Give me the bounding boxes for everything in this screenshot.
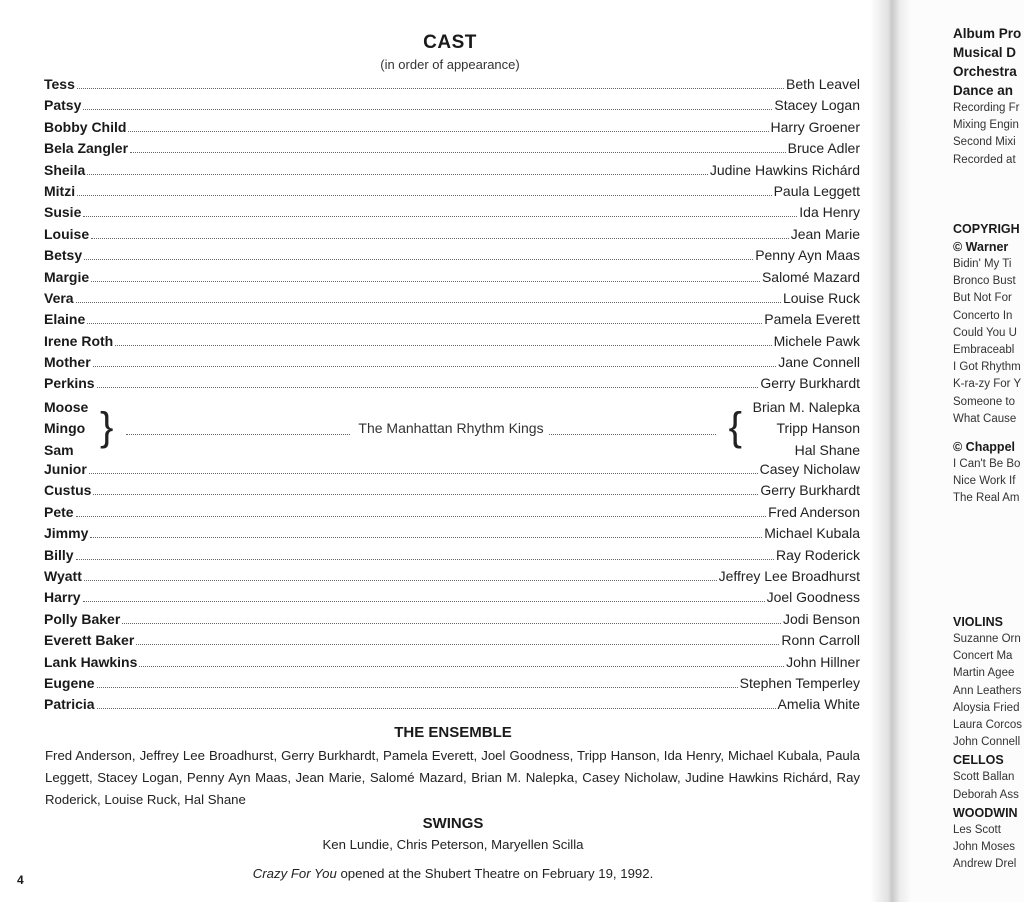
swings-text: Ken Lundie, Chris Peterson, Maryellen Scilla xyxy=(322,837,584,852)
dot-leader xyxy=(89,473,758,474)
cast-actor: Bruce Adler xyxy=(787,140,860,157)
section-heading: WOODWIN xyxy=(953,805,1018,820)
list-item: But Not For xyxy=(953,292,1012,305)
dot-leader xyxy=(91,281,760,282)
cast-role: Bela Zangler xyxy=(44,140,129,157)
list-item: What Cause xyxy=(953,412,1017,425)
cast-role: Harry xyxy=(44,589,81,606)
cast-actor: Jodi Benson xyxy=(782,610,860,627)
cast-row xyxy=(44,611,860,632)
cast-role: Pete xyxy=(44,503,74,520)
publisher-heading: © Warner xyxy=(953,240,1009,254)
dot-leader xyxy=(77,195,771,196)
dot-leader xyxy=(83,216,797,217)
dot-leader xyxy=(83,601,765,602)
list-item: I Can't Be Bo xyxy=(953,458,1021,471)
list-item: Deborah Ass xyxy=(953,788,1019,801)
dot-leader xyxy=(139,666,784,667)
swings-heading: SWINGS xyxy=(422,815,484,832)
list-item: John Moses xyxy=(953,841,1016,854)
album-credits xyxy=(953,24,1021,169)
book-gutter xyxy=(870,0,910,902)
dot-leader xyxy=(97,708,776,709)
dot-leader xyxy=(549,434,716,435)
list-item: Aloysia Fried xyxy=(953,701,1020,714)
cast-actor: Hal Shane xyxy=(794,441,860,458)
copyright-heading: COPYRIGH xyxy=(953,222,1020,236)
credit-line: Musical D xyxy=(953,45,1017,60)
cast-role: Perkins xyxy=(44,375,95,392)
list-item: Andrew Drel xyxy=(953,858,1017,871)
cast-role: Eugene xyxy=(44,674,95,691)
list-item: John Connell xyxy=(953,736,1021,749)
cast-row xyxy=(44,547,860,568)
credit-line: Second Mixi xyxy=(953,136,1016,149)
cast-row xyxy=(44,119,860,140)
list-item: Could You U xyxy=(953,326,1017,339)
credit-line: Recording Fr xyxy=(953,102,1020,114)
dot-leader xyxy=(83,109,772,110)
cast-row xyxy=(44,654,860,675)
list-item: Les Scott xyxy=(953,823,1001,836)
opening-note xyxy=(0,866,906,881)
right-brace: { xyxy=(728,404,742,449)
dot-leader xyxy=(76,302,781,303)
cast-actor: Michele Pawk xyxy=(773,332,860,349)
cast-row xyxy=(44,76,860,97)
cast-role: Patsy xyxy=(44,97,82,114)
list-item: Martin Agee xyxy=(953,667,1015,680)
cast-actor: Harry Groener xyxy=(770,118,860,135)
cast-role: Everett Baker xyxy=(44,632,135,649)
cast-role: Bobby Child xyxy=(44,118,127,135)
copyright-section xyxy=(953,220,1021,508)
cast-actor: Pamela Everett xyxy=(764,311,860,328)
cast-role: Sheila xyxy=(44,161,86,178)
credit-line: Dance an xyxy=(953,83,1014,98)
cast-role: Betsy xyxy=(44,247,83,264)
dot-leader xyxy=(115,345,771,346)
ensemble-heading: THE ENSEMBLE xyxy=(394,724,512,741)
dot-leader xyxy=(84,580,717,581)
cast-role: Irene Roth xyxy=(44,332,114,349)
list-item: Concert Ma xyxy=(953,650,1013,663)
dot-leader xyxy=(93,366,777,367)
cast-row xyxy=(44,140,860,161)
dot-leader xyxy=(87,323,762,324)
list-item: Bronco Bust xyxy=(953,275,1016,288)
orchestra-section xyxy=(953,613,1022,873)
credit-line: Mixing Engin xyxy=(953,119,1019,132)
left-brace: } xyxy=(100,404,114,449)
cast-row xyxy=(44,183,860,204)
credit-line: Recorded at xyxy=(953,153,1016,166)
cast-row xyxy=(44,675,860,696)
cast-subtitle: (in order of appearance) xyxy=(380,57,520,72)
cast-row xyxy=(44,97,860,118)
cast-actor: Penny Ayn Maas xyxy=(755,247,860,264)
cast-role: Moose xyxy=(44,398,89,415)
dot-leader xyxy=(76,516,767,517)
dot-leader xyxy=(77,88,784,89)
opening-text: opened at the Shubert Theatre on February 19, 1992. xyxy=(336,866,654,881)
cast-actor: Jane Connell xyxy=(778,354,860,371)
dot-leader xyxy=(126,434,350,435)
cast-actor: Stephen Temperley xyxy=(739,674,860,691)
cast-role: Susie xyxy=(44,204,82,221)
cast-role: Vera xyxy=(44,289,74,306)
cast-role: Louise xyxy=(44,225,90,242)
list-item: Concerto In xyxy=(953,309,1013,322)
cast-role: Polly Baker xyxy=(44,610,121,627)
show-title: Crazy For You xyxy=(252,866,337,881)
cast-title: CAST xyxy=(423,32,477,53)
cast-role: Billy xyxy=(44,546,74,563)
cast-row xyxy=(44,525,860,546)
group-name: The Manhattan Rhythm Kings xyxy=(358,420,544,437)
dot-leader xyxy=(84,259,753,260)
cast-role: Sam xyxy=(44,441,74,458)
list-item: K-ra-zy For Y xyxy=(953,378,1022,391)
publisher-heading: © Chappel xyxy=(953,440,1015,455)
list-item: Suzanne Orn xyxy=(953,633,1021,645)
cast-actor: Salomé Mazard xyxy=(761,268,860,285)
dot-leader xyxy=(97,687,738,688)
cast-actor: Amelia White xyxy=(777,696,860,713)
cast-list xyxy=(44,76,860,718)
cast-actor: Judine Hawkins Richárd xyxy=(709,161,860,178)
cast-role: Elaine xyxy=(44,311,86,328)
section-heading: VIOLINS xyxy=(953,615,1004,629)
cast-actor: Paula Leggett xyxy=(773,182,860,199)
cast-row xyxy=(44,333,860,354)
cast-actor: Stacey Logan xyxy=(774,97,860,114)
cast-row xyxy=(44,162,860,183)
cast-role: Mother xyxy=(44,354,91,371)
cast-role: Custus xyxy=(44,482,92,499)
dot-leader xyxy=(93,494,758,495)
cast-role: Patricia xyxy=(44,696,95,713)
dot-leader xyxy=(128,131,768,132)
list-item: Laura Corcos xyxy=(953,719,1023,732)
cast-row xyxy=(44,461,860,482)
cast-row xyxy=(44,354,860,375)
list-item: Embraceabl xyxy=(953,344,1015,357)
cast-row xyxy=(44,482,860,503)
cast-row xyxy=(44,589,860,610)
cast-actor: Casey Nicholaw xyxy=(759,461,860,478)
cast-row xyxy=(44,696,860,717)
dot-leader xyxy=(97,387,759,388)
cast-role: Lank Hawkins xyxy=(44,653,138,670)
section-heading: CELLOS xyxy=(953,753,1004,768)
cast-actor: Beth Leavel xyxy=(786,76,860,92)
cast-row xyxy=(44,269,860,290)
dot-leader xyxy=(76,559,774,560)
cast-actor: Fred Anderson xyxy=(768,503,860,520)
right-page xyxy=(910,0,1024,902)
cast-actor: Jeffrey Lee Broadhurst xyxy=(718,568,860,584)
cast-actor: Ida Henry xyxy=(799,204,860,221)
cast-actor: Gerry Burkhardt xyxy=(760,375,860,392)
cast-role: Margie xyxy=(44,268,90,285)
list-item: Scott Ballan xyxy=(953,771,1015,784)
cast-actor: Gerry Burkhardt xyxy=(760,482,860,499)
cast-actor: Louise Ruck xyxy=(782,289,860,306)
list-item: Nice Work If xyxy=(953,475,1016,488)
credit-line: Album Pro xyxy=(953,26,1022,41)
credit-line: Orchestra xyxy=(953,64,1017,79)
list-item: Bidin' My Ti xyxy=(953,258,1012,270)
cast-actor: Jean Marie xyxy=(790,225,860,242)
cast-row xyxy=(44,375,860,396)
cast-row xyxy=(44,226,860,247)
list-item: Ann Leathers xyxy=(953,684,1022,697)
cast-row xyxy=(44,247,860,268)
cast-actor: Tripp Hanson xyxy=(776,420,860,437)
list-item: The Real Am xyxy=(953,492,1020,505)
cast-actor: Ronn Carroll xyxy=(781,632,860,649)
cast-actor: Brian M. Nalepka xyxy=(752,398,860,415)
dot-leader xyxy=(87,174,708,175)
ensemble-text: Fred Anderson, Jeffrey Lee Broadhurst, Gerry Burkhardt, Pamela Everett, Joel Goodness, Tripp Hanson, Ida Henry, Michael Kubala, Paula Leggett, Stacey Logan, Penny Ayn Maas, Jean Marie, Salomé Mazard, Brian M. Nalepka, Casey Nicholaw, Judine Hawkins Richárd, Ray Roderick, Louise Ruck, Hal Shane xyxy=(45,748,860,807)
cast-role: Mingo xyxy=(44,420,86,437)
dot-leader xyxy=(130,152,786,153)
cast-actor: Ray Roderick xyxy=(775,546,860,563)
cast-role: Junior xyxy=(44,461,87,478)
cast-role: Jimmy xyxy=(44,525,89,542)
dot-leader xyxy=(122,623,781,624)
cast-actor: Joel Goodness xyxy=(766,589,860,606)
page-number: 4 xyxy=(17,873,24,887)
cast-row xyxy=(44,632,860,653)
list-item: I Got Rhythm xyxy=(953,361,1021,374)
rhythm-kings-group xyxy=(44,397,860,461)
cast-row xyxy=(44,568,860,589)
cast-actor: John Hillner xyxy=(786,653,860,670)
cast-role: Wyatt xyxy=(44,568,82,584)
cast-row xyxy=(44,204,860,225)
cast-role: Mitzi xyxy=(44,182,76,199)
cast-actor: Michael Kubala xyxy=(764,525,860,542)
cast-role: Tess xyxy=(44,76,75,92)
cast-row xyxy=(44,311,860,332)
cast-row xyxy=(44,290,860,311)
dot-leader xyxy=(136,644,779,645)
dot-leader xyxy=(90,537,762,538)
dot-leader xyxy=(91,238,789,239)
cast-row xyxy=(44,504,860,525)
list-item: Someone to xyxy=(953,395,1016,408)
